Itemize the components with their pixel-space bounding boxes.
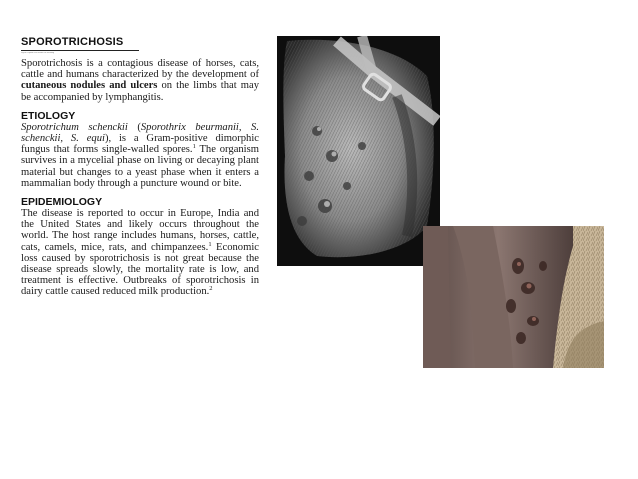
- article-text-column: [21, 36, 259, 298]
- epidemiology-reference-1: 1: [208, 240, 212, 248]
- horse-leg-photo: [423, 226, 604, 368]
- title-caption: Figure caption text under the heading: [21, 52, 55, 54]
- epidemiology-paragraph: [21, 208, 259, 298]
- epidemiology-reference-2: 2: [209, 285, 213, 293]
- intro-text-1: Sporotrichosis is a contagious disease of horses, cats, cattle and humans characterized by the development of: [21, 58, 259, 81]
- horse-leg-photo-graphic: [423, 226, 604, 368]
- intro-bold-text: cutaneous nodules and ulcers: [21, 80, 158, 92]
- epidemiology-heading: EPIDEMIOLOGY: [21, 196, 103, 209]
- etiology-species-name: Sporotrichum schenckii: [21, 121, 128, 133]
- epidemiology-text-1: The disease is reported to occur in Europe, India and the United States and likely occurs throughout the world. The host range includes humans, horses, cattle, cats, camels, mice, rats, and chimpanzees.: [21, 208, 259, 253]
- etiology-heading: ETIOLOGY: [21, 109, 76, 122]
- article-title: SPOROTRICHOSIS: [21, 36, 124, 48]
- horse-head-photo: [277, 36, 440, 266]
- epidemiology-text-2: Economic loss caused by sporotrichosis is not great because the disease spreads slowly, the mortality rate is low, and treatment is effective. Outbreaks of sporotrichosis in dairy cattle caused reduced milk production.: [21, 241, 259, 298]
- horse-head-photo-graphic: [277, 36, 440, 266]
- intro-paragraph: [21, 58, 259, 103]
- title-underline: [21, 50, 139, 51]
- etiology-paren-open: (: [127, 121, 141, 133]
- etiology-synonyms: Sporothrix beurmanii, S. schenckii, S. equi: [21, 121, 259, 145]
- intro-text-2: on the limbs that may be accompanied by lymphangitis.: [21, 80, 260, 103]
- etiology-reference: 1: [192, 143, 196, 151]
- etiology-text-2: The organism survives in a mycelial phase on living or decaying plant material but changes to a yeast phase when it enters a mammalian body through a puncture wound or bite.: [21, 144, 259, 189]
- etiology-paragraph: [21, 122, 259, 189]
- etiology-text-1: ), is a Gram-positive dimorphic fungus that forms single-walled spores.: [21, 133, 259, 156]
